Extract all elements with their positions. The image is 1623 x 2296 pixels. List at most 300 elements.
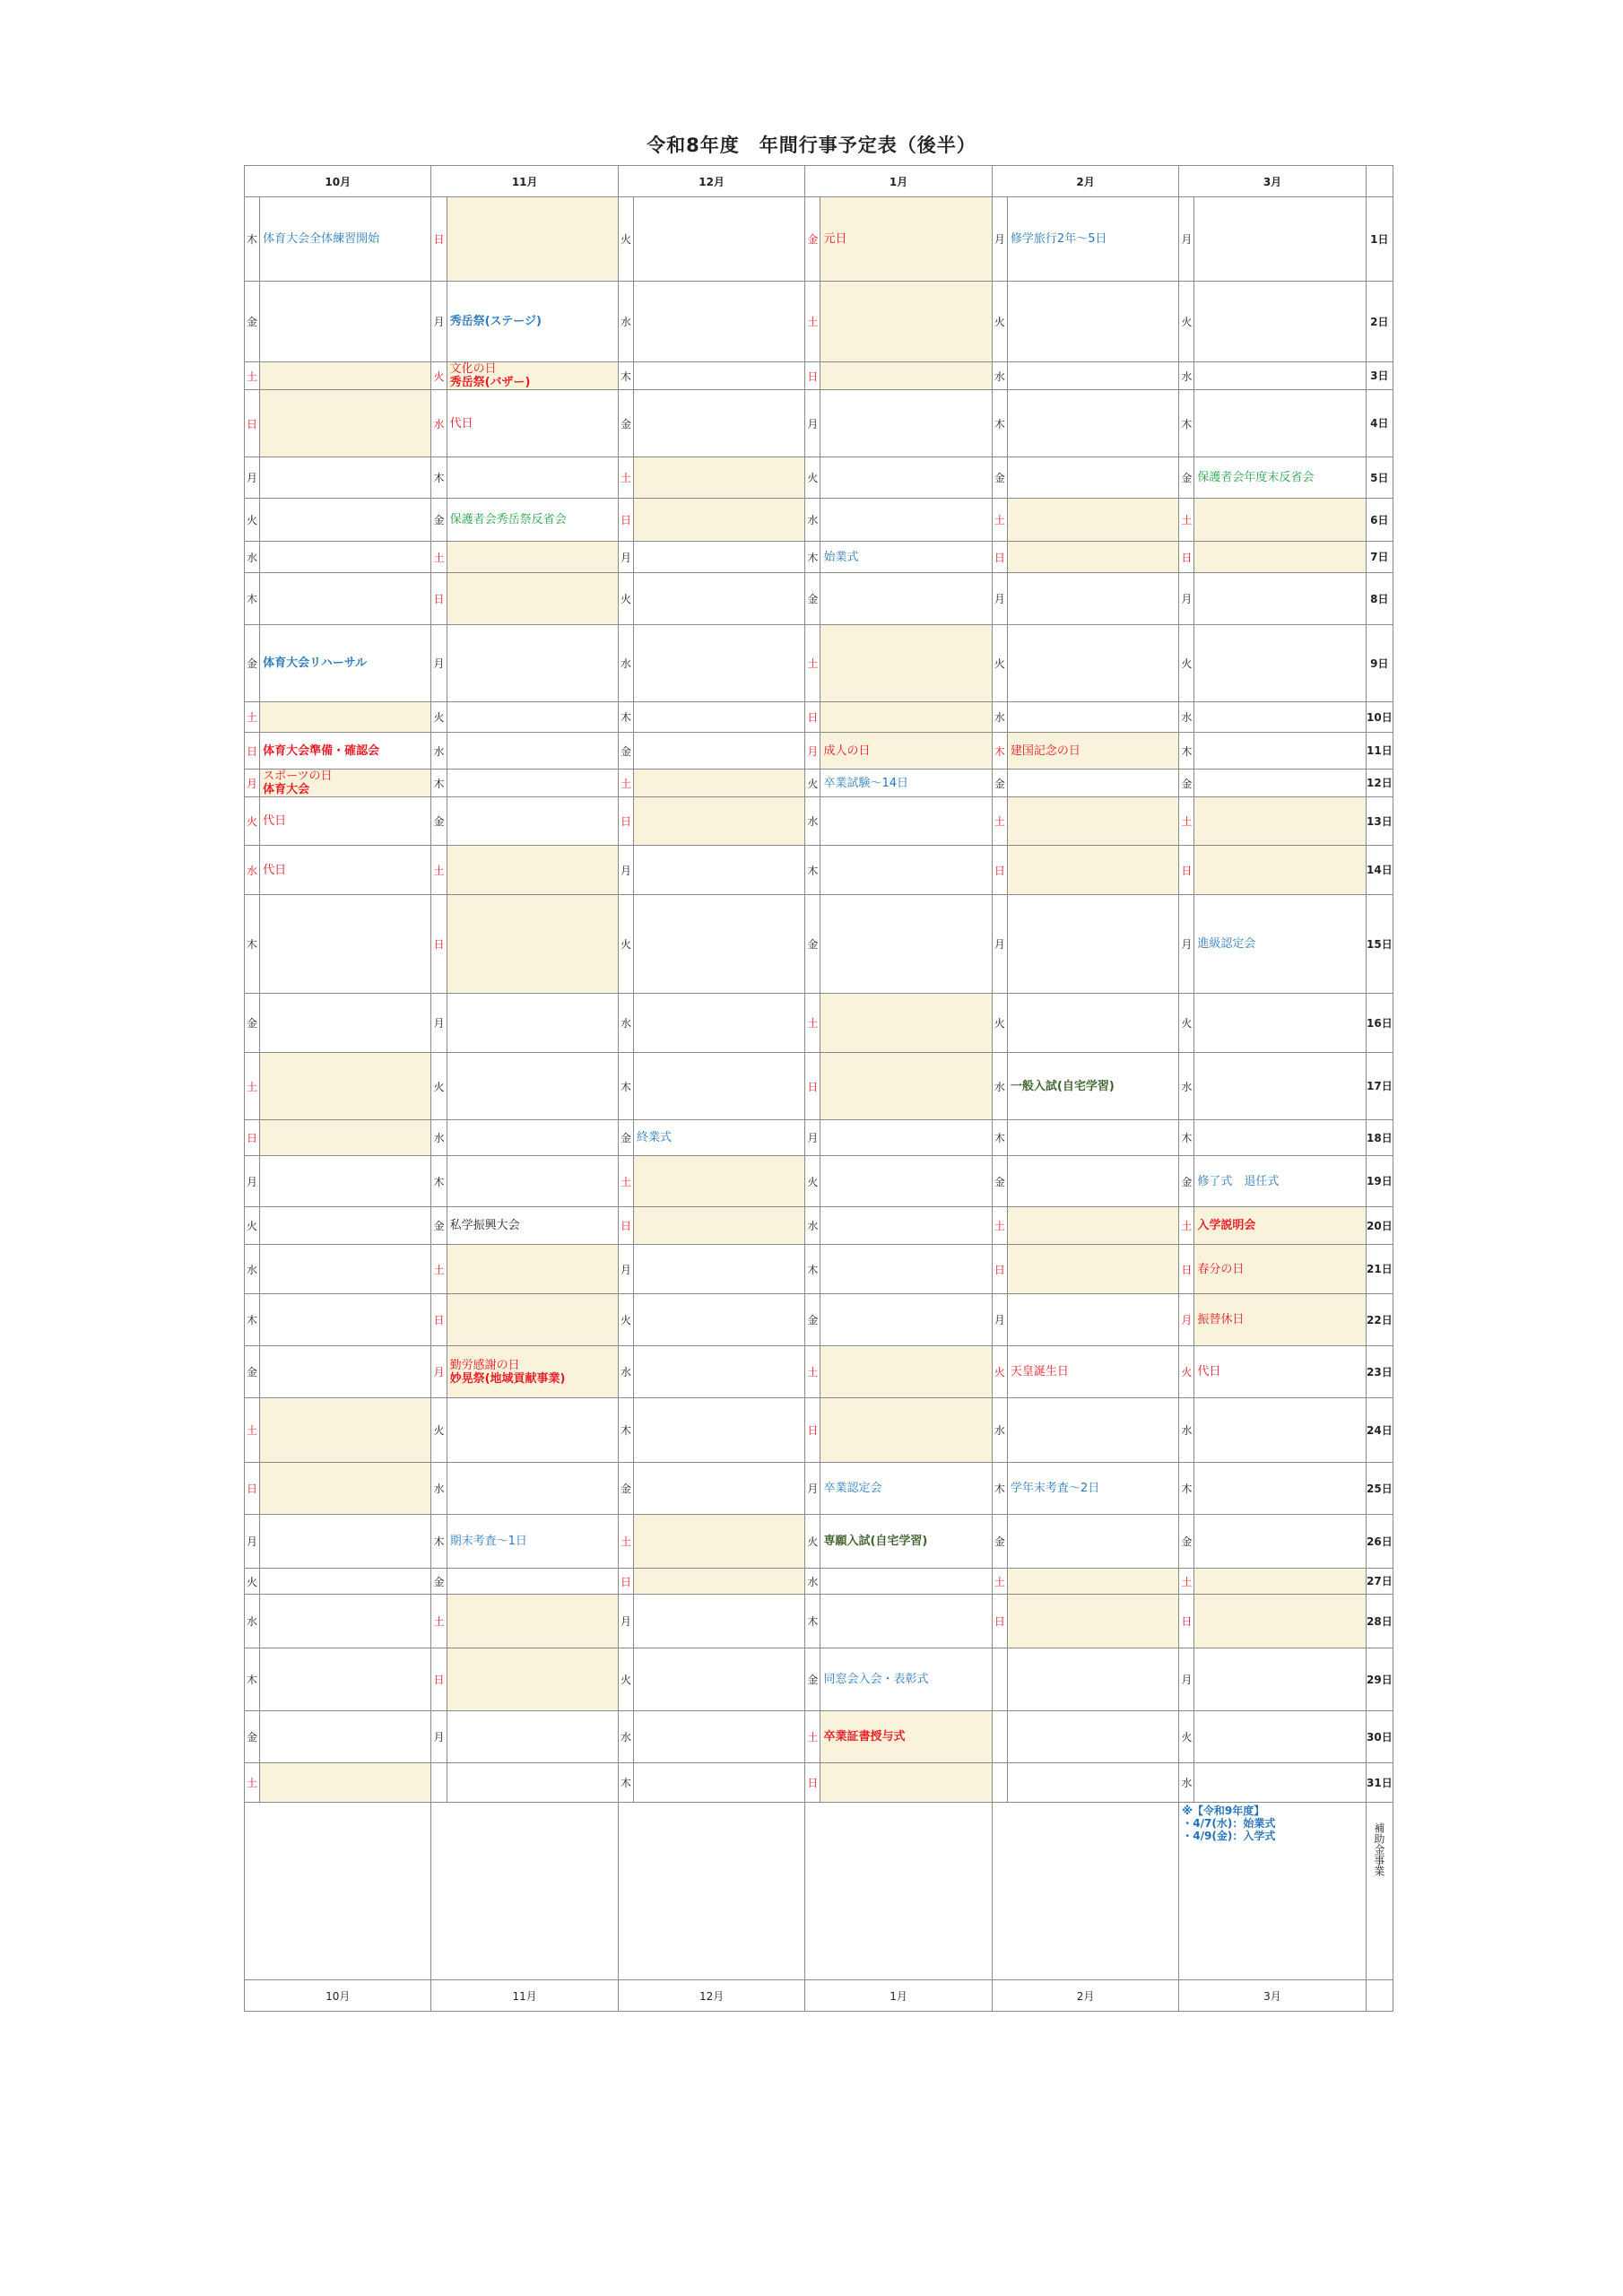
weekday-cell: 金 [805,1294,820,1346]
event-cell [1194,390,1366,457]
event-cell [1194,994,1366,1053]
event-cell [260,1648,431,1711]
event-cell [820,362,992,390]
weekday-cell: 土 [618,770,633,797]
side-label-cell [1366,1803,1393,1980]
event-text: 振替休日 [1197,1313,1245,1326]
event-cell [447,733,618,770]
event-cell [260,1294,431,1346]
weekday-cell: 土 [431,1245,447,1294]
event-cell [634,797,805,846]
weekday-cell: 金 [431,499,447,542]
event-cell [634,1207,805,1245]
event-cell [1194,1711,1366,1763]
weekday-cell: 火 [431,1053,447,1120]
event-cell [1194,733,1366,770]
weekday-cell: 水 [431,1120,447,1156]
day-row [245,1515,1393,1569]
weekday-cell: 月 [1179,1648,1194,1711]
event-text: 保護者会年度末反省会 [1197,471,1315,484]
event-cell [820,1245,992,1294]
weekday-cell: 水 [805,1207,820,1245]
weekday-cell: 土 [805,1711,820,1763]
event-cell [820,1207,992,1245]
event-text: 秀岳祭(バザー) [449,376,531,389]
event-cell [447,1515,618,1569]
weekday-cell: 金 [992,1515,1007,1569]
day-row [245,1207,1393,1245]
weekday-cell: 木 [618,1763,633,1803]
event-cell [260,1515,431,1569]
weekday-cell: 火 [618,895,633,994]
weekday-cell: 金 [431,1207,447,1245]
event-cell [260,1346,431,1398]
weekday-cell: 火 [618,573,633,625]
event-cell [1194,1053,1366,1120]
event-cell [634,197,805,282]
day-row [245,1398,1393,1463]
event-text: 妙晃祭(地域貢献事業) [449,1371,566,1386]
weekday-cell: 金 [805,197,820,282]
event-cell [447,1398,618,1463]
event-cell [634,1711,805,1763]
weekday-cell: 月 [805,733,820,770]
event-cell [447,1207,618,1245]
weekday-cell: 金 [431,1569,447,1595]
event-cell [1007,770,1178,797]
weekday-cell: 月 [618,1595,633,1648]
event-cell [447,797,618,846]
event-cell [1007,1648,1178,1711]
weekday-cell: 月 [992,573,1007,625]
day-row [245,895,1393,994]
event-cell [1007,1346,1178,1398]
weekday-cell: 土 [992,1207,1007,1245]
event-cell [1194,197,1366,282]
weekday-cell: 月 [245,1156,260,1207]
month-footer: 12月 [618,1980,804,2012]
event-cell [1194,1156,1366,1207]
event-cell [820,197,992,282]
weekday-cell: 日 [805,702,820,733]
weekday-cell: 木 [992,1120,1007,1156]
event-cell [634,895,805,994]
day-number: 28日 [1366,1595,1393,1648]
event-cell [447,994,618,1053]
event-cell [447,1245,618,1294]
next-year-note: ・4/7(水)：始業式 [1182,1817,1276,1830]
month-header: 1月 [805,166,992,197]
weekday-cell: 日 [431,197,447,282]
weekday-cell: 金 [1179,1515,1194,1569]
weekday-cell: 木 [805,846,820,895]
weekday-cell: 土 [805,994,820,1053]
event-cell [260,197,431,282]
event-cell [1194,895,1366,994]
day-number: 10日 [1366,702,1393,733]
weekday-cell: 金 [1179,770,1194,797]
event-cell [260,457,431,499]
notes-cell [618,1803,804,1980]
weekday-cell: 土 [1179,499,1194,542]
weekday-cell: 水 [1179,1763,1194,1803]
day-row [245,1120,1393,1156]
event-cell [260,733,431,770]
weekday-cell: 月 [431,282,447,362]
event-cell [1194,362,1366,390]
weekday-cell: 月 [1179,895,1194,994]
header-corner-cell [1366,166,1393,197]
weekday-cell: 月 [431,625,447,702]
event-cell [447,1346,618,1398]
weekday-cell: 月 [992,197,1007,282]
event-cell [260,1595,431,1648]
event-cell [1194,1398,1366,1463]
event-cell [1007,895,1178,994]
event-cell [1194,1763,1366,1803]
event-cell [820,1053,992,1120]
weekday-cell: 水 [1179,1398,1194,1463]
weekday-cell: 土 [618,457,633,499]
event-cell [634,1398,805,1463]
weekday-cell: 火 [431,702,447,733]
weekday-cell: 日 [805,362,820,390]
event-text: 成人の日 [823,744,871,758]
weekday-cell: 木 [805,1245,820,1294]
event-cell [260,1398,431,1463]
day-row [245,1711,1393,1763]
event-cell [260,1711,431,1763]
event-cell [260,1053,431,1120]
event-text: 卒業試験〜14日 [823,776,909,790]
day-row [245,733,1393,770]
event-cell [260,542,431,573]
weekday-cell: 金 [245,282,260,362]
event-cell [1194,1294,1366,1346]
weekday-cell: 金 [992,770,1007,797]
event-cell [634,282,805,362]
weekday-cell: 火 [1179,994,1194,1053]
event-cell [1007,390,1178,457]
event-text: 代日 [449,416,473,430]
weekday-cell: 火 [805,1515,820,1569]
event-text: 期末考査〜1日 [449,1535,527,1548]
event-text: 始業式 [823,550,859,564]
day-number: 12日 [1366,770,1393,797]
event-text: 私学振興大会 [449,1219,520,1232]
weekday-cell: 月 [431,1346,447,1398]
weekday-cell: 月 [992,895,1007,994]
event-cell [820,542,992,573]
event-cell [1007,797,1178,846]
event-cell [1194,770,1366,797]
day-row [245,1053,1393,1120]
weekday-cell [431,1763,447,1803]
footer-corner-cell [1366,1980,1393,2012]
month-footer: 1月 [805,1980,992,2012]
event-cell [634,702,805,733]
event-text: 一般入試(自宅学習) [1010,1079,1115,1093]
day-row [245,1463,1393,1515]
weekday-cell: 土 [431,846,447,895]
event-cell [1007,1207,1178,1245]
weekday-cell: 水 [431,733,447,770]
event-cell [447,1595,618,1648]
weekday-cell: 土 [618,1515,633,1569]
event-cell [1194,1245,1366,1294]
event-cell [820,797,992,846]
event-cell [447,499,618,542]
event-cell [634,1156,805,1207]
weekday-cell: 金 [1179,1156,1194,1207]
event-cell [820,282,992,362]
event-cell [1007,1763,1178,1803]
weekday-cell: 木 [1179,390,1194,457]
weekday-cell: 月 [431,994,447,1053]
event-cell [447,1463,618,1515]
day-row [245,362,1393,390]
event-cell [447,1711,618,1763]
weekday-cell: 土 [245,702,260,733]
day-number: 15日 [1366,895,1393,994]
event-cell [447,362,618,390]
event-cell [634,1245,805,1294]
event-cell [820,733,992,770]
weekday-cell: 月 [1179,573,1194,625]
month-header: 12月 [618,166,804,197]
weekday-cell: 水 [1179,1053,1194,1120]
event-text: 専願入試(自宅学習) [823,1535,928,1548]
day-number: 11日 [1366,733,1393,770]
weekday-cell: 火 [618,1294,633,1346]
next-year-note: ・4/9(金)：入学式 [1182,1830,1276,1842]
weekday-cell: 火 [245,1569,260,1595]
event-cell [634,846,805,895]
weekday-cell: 日 [805,1053,820,1120]
weekday-cell: 水 [992,1053,1007,1120]
event-cell [260,625,431,702]
weekday-cell: 火 [431,1398,447,1463]
event-cell [634,770,805,797]
weekday-cell: 水 [618,1346,633,1398]
event-cell [1007,1569,1178,1595]
event-cell [447,1569,618,1595]
weekday-cell: 火 [1179,1346,1194,1398]
event-cell [1007,362,1178,390]
weekday-cell: 日 [992,1245,1007,1294]
event-cell [260,1156,431,1207]
weekday-cell: 土 [431,1595,447,1648]
event-text: スポーツの日 [263,770,333,783]
weekday-cell: 水 [431,390,447,457]
event-cell [1007,702,1178,733]
weekday-cell: 月 [618,542,633,573]
event-text: 代日 [263,863,287,877]
day-number: 24日 [1366,1398,1393,1463]
weekday-cell: 土 [618,1156,633,1207]
weekday-cell: 月 [618,846,633,895]
weekday-cell: 金 [245,994,260,1053]
event-cell [447,197,618,282]
event-cell [820,1569,992,1595]
event-cell [260,1245,431,1294]
event-text: 勤労感謝の日 [449,1358,520,1372]
weekday-cell: 火 [992,1346,1007,1398]
weekday-cell: 水 [992,1398,1007,1463]
month-header: 3月 [1179,166,1366,197]
weekday-cell: 水 [431,1463,447,1515]
event-cell [634,1294,805,1346]
event-cell [1007,1245,1178,1294]
weekday-cell: 木 [805,542,820,573]
weekday-cell: 水 [1179,702,1194,733]
event-cell [260,1463,431,1515]
weekday-cell: 木 [431,1515,447,1569]
event-cell [1007,1595,1178,1648]
weekday-cell: 水 [245,1595,260,1648]
weekday-cell: 月 [1179,1294,1194,1346]
day-number: 22日 [1366,1294,1393,1346]
event-cell [1194,542,1366,573]
event-cell [634,994,805,1053]
weekday-cell: 日 [805,1398,820,1463]
event-cell [260,1120,431,1156]
weekday-cell: 日 [1179,1595,1194,1648]
day-number: 20日 [1366,1207,1393,1245]
event-cell [1194,1207,1366,1245]
event-cell [820,1398,992,1463]
day-number: 26日 [1366,1515,1393,1569]
weekday-cell: 日 [245,1463,260,1515]
day-row [245,282,1393,362]
event-cell [1007,1294,1178,1346]
weekday-cell: 土 [245,362,260,390]
day-number: 17日 [1366,1053,1393,1120]
month-header-row [245,166,1393,197]
event-cell [1194,625,1366,702]
event-cell [820,702,992,733]
event-text: 学年末考査〜2日 [1010,1482,1100,1495]
event-cell [1007,733,1178,770]
event-cell [1007,846,1178,895]
weekday-cell: 火 [1179,625,1194,702]
day-number: 2日 [1366,282,1393,362]
weekday-cell: 月 [618,1245,633,1294]
weekday-cell: 月 [992,1294,1007,1346]
notes-cell [431,1803,618,1980]
weekday-cell: 木 [992,1463,1007,1515]
event-text: 卒業証書授与式 [823,1730,906,1744]
weekday-cell: 木 [431,457,447,499]
weekday-cell: 日 [245,1120,260,1156]
event-cell [447,625,618,702]
event-cell [447,1648,618,1711]
weekday-cell: 火 [618,1648,633,1711]
event-cell [1194,1346,1366,1398]
weekday-cell: 日 [245,733,260,770]
weekday-cell: 木 [805,1595,820,1648]
event-cell [634,457,805,499]
day-row [245,625,1393,702]
day-row [245,1648,1393,1711]
weekday-cell: 月 [245,1515,260,1569]
event-cell [1194,499,1366,542]
event-cell [260,994,431,1053]
event-cell [1194,573,1366,625]
event-cell [447,1120,618,1156]
event-text: 終業式 [637,1131,673,1144]
event-cell [447,457,618,499]
event-cell [634,499,805,542]
weekday-cell: 木 [992,390,1007,457]
weekday-cell: 土 [1179,1207,1194,1245]
event-cell [820,1515,992,1569]
event-cell [1007,1053,1178,1120]
event-cell [820,390,992,457]
event-text: 代日 [263,814,287,828]
event-cell [634,573,805,625]
weekday-cell: 火 [245,1207,260,1245]
day-row [245,542,1393,573]
event-cell [820,1346,992,1398]
day-number: 7日 [1366,542,1393,573]
weekday-cell: 水 [1179,362,1194,390]
weekday-cell: 日 [618,1569,633,1595]
weekday-cell: 火 [805,770,820,797]
weekday-cell: 日 [618,1207,633,1245]
event-text: 体育大会準備・確認会 [263,744,380,758]
event-cell [1007,625,1178,702]
day-number: 25日 [1366,1463,1393,1515]
weekday-cell: 木 [245,1294,260,1346]
weekday-cell: 木 [1179,733,1194,770]
weekday-cell: 木 [245,573,260,625]
event-cell [1194,457,1366,499]
event-cell [260,573,431,625]
event-text: 元日 [823,232,847,246]
event-cell [634,1346,805,1398]
notes-cell [245,1803,431,1980]
weekday-cell: 金 [805,1648,820,1711]
event-cell [634,1515,805,1569]
weekday-cell: 日 [992,542,1007,573]
event-cell [260,1569,431,1595]
weekday-cell: 火 [992,625,1007,702]
day-number: 27日 [1366,1569,1393,1595]
event-cell [1194,846,1366,895]
event-cell [447,1294,618,1346]
event-cell [820,994,992,1053]
weekday-cell: 木 [618,1053,633,1120]
weekday-cell: 月 [1179,197,1194,282]
weekday-cell: 水 [618,1711,633,1763]
day-number: 29日 [1366,1648,1393,1711]
event-cell [634,1763,805,1803]
event-cell [260,702,431,733]
weekday-cell: 火 [992,994,1007,1053]
event-cell [634,1463,805,1515]
weekday-cell: 月 [245,457,260,499]
event-text: 春分の日 [1197,1262,1245,1276]
event-cell [1007,994,1178,1053]
event-cell [260,390,431,457]
day-number: 4日 [1366,390,1393,457]
weekday-cell: 火 [245,797,260,846]
day-row [245,499,1393,542]
event-cell [820,770,992,797]
event-cell [634,1053,805,1120]
event-cell [447,1763,618,1803]
